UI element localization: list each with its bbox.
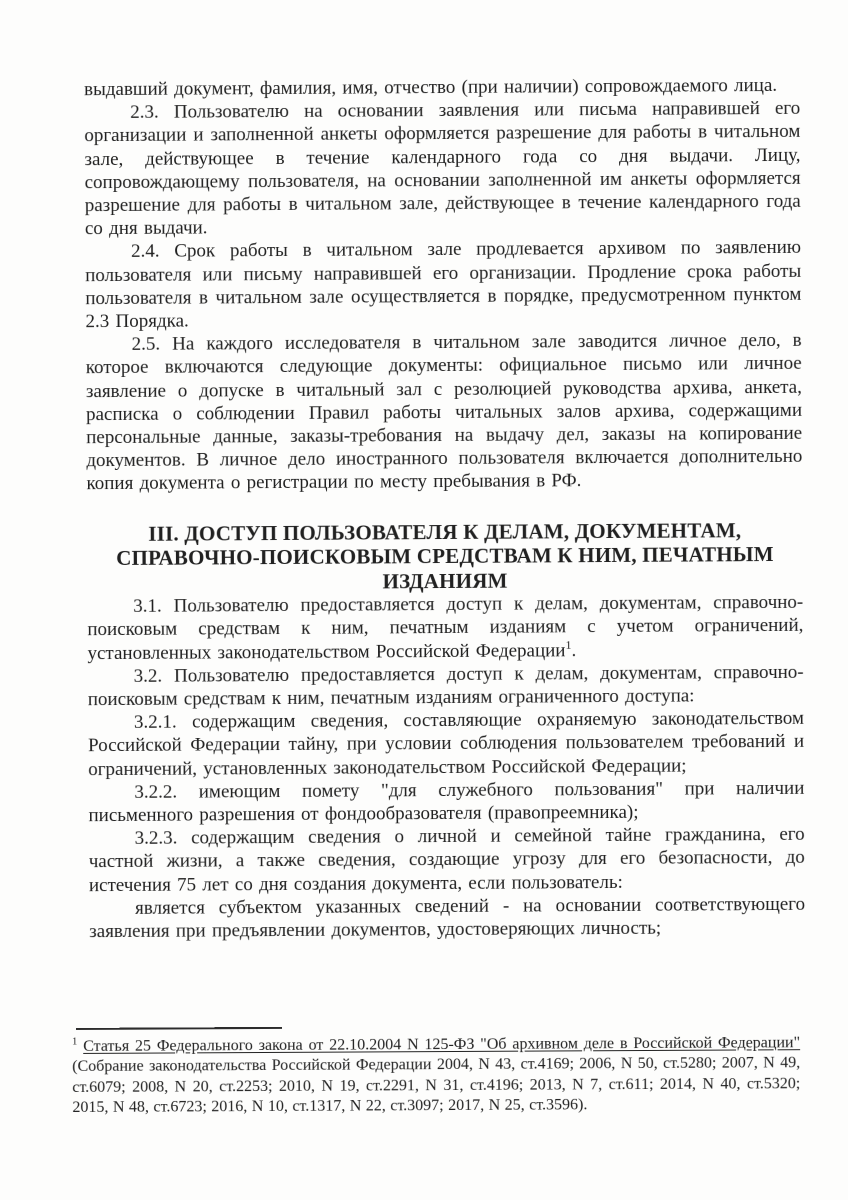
paragraph-3-2-2: 3.2.2. имеющим помету "для служебного пользования" при наличии письменного разрешения от фондообразователя (правопреемника); xyxy=(88,777,805,827)
paragraph-3-2-1: 3.2.1. содержащим сведения, составляющие охраняемую законодательством Российской Федерации тайну, при условии соблюдения пользователем требований и ограничений, установленных законодательством Российской Федерации; xyxy=(88,707,805,780)
footnote-citation: (Собрание законодательства Российской Федерации 2004, N 43, ст.4169; 2006, N 50, ст.5280; 2007, N 49, ст.6079; 2008, N 20, ст.2253; 2010, N 19, ст.2291, N 31, ст.4196; 2013, N 7, ст.611; 2014, N 40, ст.5320; 2015, N 48, ст.6723; 2016, N 10, ст.1317, N 22, ст.3097; 2017, N 25, ст.3596). xyxy=(72,1054,801,1116)
paragraph-3-2: 3.2. Пользователю предоставляется доступ к делам, документам, справочно-поисковым средствам к ним, печатным изданиям ограниченного доступа: xyxy=(87,661,804,711)
footnote-law-link: Статья 25 Федерального закона от 22.10.2004 N 125-ФЗ "Об архивном деле в Российской Федерации" xyxy=(83,1034,801,1055)
paragraph-3-1 xyxy=(87,591,803,665)
paragraph-2-5: 2.5. На каждого исследователя в читальном зале заводится личное дело, в которое включаются следующие документы: официальное письмо или личное заявление о допуске в читальный зал с резолюцией руководства архива, анкета, расписка о соблюдении Правил работы читальных залов архива, содержащими персональные данные, заказы-требования на выдачу дел, заказы на копирование документов. В личное дело иностранного пользователя включается дополнительно копия документа о регистрации по месту пребывания в РФ. xyxy=(85,330,803,495)
paragraph-3-2-3: 3.2.3. содержащим сведения о личной и семейной тайне гражданина, его частной жизни, а также сведения, создающие угрозу для его безопасности, до истечения 75 лет со дня создания документа, если пользователь: xyxy=(88,823,805,896)
paragraph-continuation: выдавший документ, фамилия, имя, отчество (при наличии) сопровождаемого лица. xyxy=(84,74,778,101)
footnote-block xyxy=(72,1024,800,1118)
section-heading-line-3: ИЗДАНИЯМ xyxy=(382,568,508,594)
section-heading-line-1: III. ДОСТУП ПОЛЬЗОВАТЕЛЯ К ДЕЛАМ, ДОКУМЕНТАМ, xyxy=(148,517,742,546)
section-heading xyxy=(87,517,803,595)
paragraph-2-4: 2.4. Срок работы в читальном зале продлевается архивом по заявлению пользователя или письму направившей его организации. Продление срока работы пользователя в читальном зале осуществляется в порядке, предусмотренном пунктом 2.3 Порядка. xyxy=(85,237,802,333)
document-body xyxy=(84,74,805,944)
paragraph-3-1-tail: . xyxy=(571,639,577,661)
paragraph-3-1-text: 3.1. Пользователю предоставляется доступ к делам, документам, справочно-поисковым средствам к ним, печатным изданиям с учетом ограничений, установленных законодательством Российской Федерации xyxy=(87,591,804,664)
section-heading-line-2: СПРАВОЧНО-ПОИСКОВЫМ СРЕДСТВАМ К НИМ, ПЕЧАТНЫМ xyxy=(116,542,774,571)
paragraph-2-3: 2.3. Пользователю на основании заявления или письма направившей его организации и заполненной анкеты оформляется разрешение для работы в читальном зале, действующее в течение календарного года со дня выдачи. Лицу, сопровождающему пользователя, на основании заполненной им анкеты оформляется разрешение для работы в читальном зале, действующее в течение календарного года со дня выдачи. xyxy=(84,98,801,240)
footnote-reference-superscript: 1 xyxy=(565,637,572,652)
footnote-marker: 1 xyxy=(72,1036,78,1048)
paragraph-subject-clause: является субъектом указанных сведений - на основании соответствующего заявления при предъявлении документов, удостоверяющих личность; xyxy=(89,893,806,943)
footnote-text xyxy=(72,1033,800,1118)
footnote-separator-line xyxy=(76,1027,282,1030)
